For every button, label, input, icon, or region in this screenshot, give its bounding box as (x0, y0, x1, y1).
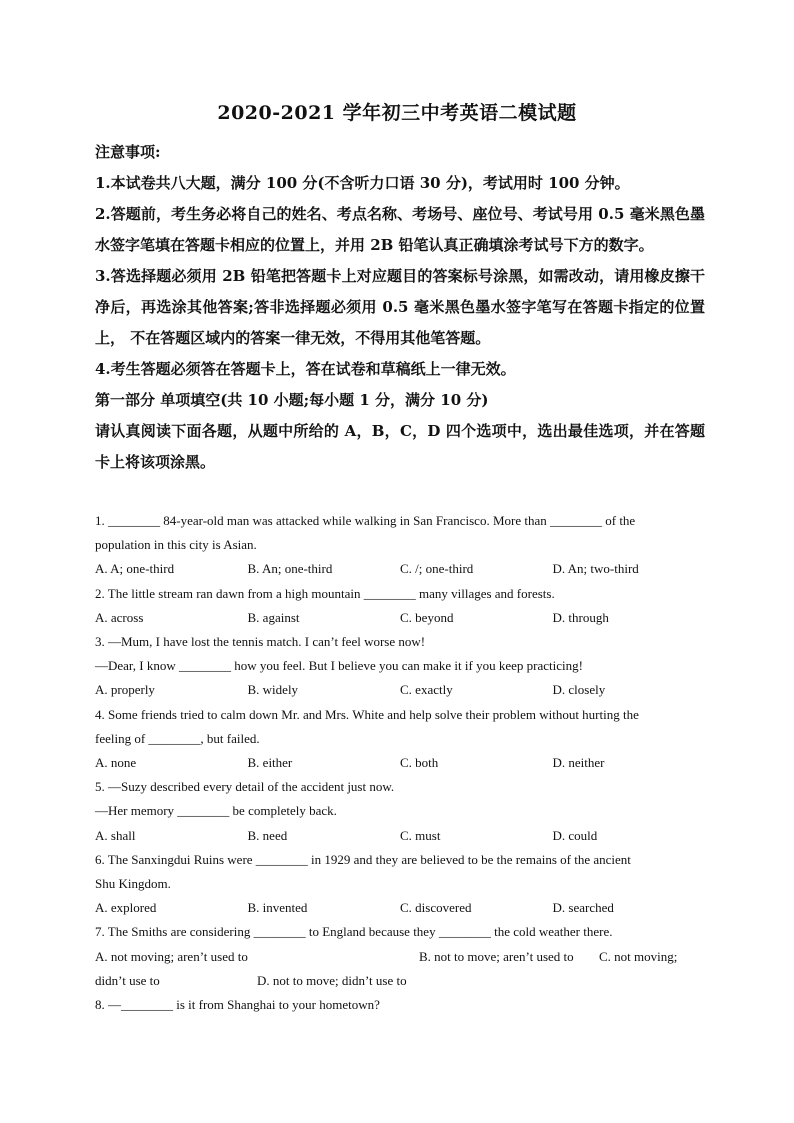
question-7-options-row-2 (95, 969, 705, 993)
question-3-line-1: 3. —Mum, I have lost the tennis match. I can’t feel worse now! (95, 634, 426, 650)
option-a: A. properly (95, 682, 155, 698)
question-3-line-2: —Dear, I know ________ how you feel. But I believe you can make it if you keep practicing! (95, 658, 583, 674)
option-c-continued: didn’t use to (95, 972, 160, 988)
option-d: D. closely (552, 682, 606, 698)
question-5-line-2: —Her memory ________ be completely back. (95, 803, 337, 819)
question-7-options-row-1 (95, 945, 705, 969)
option-a: A. none (95, 755, 137, 771)
question-4-options (95, 751, 705, 775)
question-6-line-2: Shu Kingdom. (95, 876, 171, 892)
option-c: C. must (400, 827, 441, 843)
question-2-line-1: 2. The little stream ran dawn from a high mountain ________ many villages and forests. (95, 585, 555, 601)
option-a: A. not moving; aren’t used to (95, 948, 248, 964)
option-d: D. searched (552, 900, 614, 916)
question-5-line-1: 5. —Suzy described every detail of the accident just now. (95, 779, 395, 795)
option-d: D. through (552, 609, 609, 625)
option-b: B. either (247, 755, 293, 771)
option-b: B. not to move; aren’t used to (419, 948, 574, 964)
question-2-options (95, 606, 705, 630)
option-d: D. could (552, 827, 598, 843)
question-5-options (95, 824, 705, 848)
question-1-line-2: population in this city is Asian. (95, 537, 257, 553)
option-a: A. explored (95, 900, 157, 916)
part-one-instruction: 请认真阅读下面各题，从题中所给的 A，B，C，D 四个选项中，选出最佳选项，并在答题卡上将该项涂黑。 (95, 422, 705, 471)
question-1-line-1: 1. ________ 84-year-old man was attacked while walking in San Francisco. More than ________ of the (95, 513, 636, 528)
option-b: B. widely (247, 682, 299, 698)
question-3-options (95, 678, 705, 702)
option-b: B. need (247, 827, 288, 843)
notes-heading: 注意事项: (95, 143, 161, 161)
instructions-section (95, 137, 705, 478)
question-7-line-1: 7. The Smiths are considering ________ to England because they ________ the cold weather there. (95, 924, 613, 940)
note-1: 1.本试卷共八大题，满分 100 分(不含听力口语 30 分)，考试用时 100 分钟。 (95, 174, 630, 192)
option-a: A. shall (95, 827, 136, 843)
questions-section (95, 509, 705, 1017)
option-b: B. An; one-third (247, 561, 333, 577)
question-6-options (95, 896, 705, 920)
option-b: B. against (247, 609, 300, 625)
option-c: C. exactly (400, 682, 453, 698)
option-a: A. A; one-third (95, 561, 175, 577)
option-c: C. both (400, 755, 439, 771)
option-d: D. neither (552, 755, 605, 771)
option-d: D. not to move; didn’t use to (257, 972, 407, 988)
note-2: 2.答题前，考生务必将自己的姓名、考点名称、考场号、座位号、考试号用 0.5 毫米黑色墨水签字笔填在答题卡相应的位置上，并用 2B 铅笔认真正确填涂考试号下方的数字。 (95, 205, 705, 254)
option-a: A. across (95, 609, 144, 625)
note-3: 3.答选择题必须用 2B 铅笔把答题卡上对应题目的答案标号涂黑，如需改动，请用橡皮擦干净后，再选涂其他答案;答非选择题必须用 0.5 毫米黑色墨水签字笔写在答题卡指定的位置上， 不在答题区域内的答案一律无效，不得用其他笔答题。 (95, 267, 705, 347)
question-4-line-2: feeling of ________, but failed. (95, 730, 260, 746)
option-d: D. An; two-third (552, 561, 639, 577)
part-one-heading: 第一部分 单项填空(共 10 小题;每小题 1 分，满分 10 分) (95, 391, 489, 409)
question-6-line-1: 6. The Sanxingdui Ruins were ________ in 1929 and they are believed to be the remains of the ancient (95, 851, 631, 867)
option-b: B. invented (247, 900, 308, 916)
option-c: C. not moving; (599, 948, 678, 964)
question-1-options (95, 557, 705, 581)
question-8-line-1: 8. —________ is it from Shanghai to your hometown? (95, 997, 380, 1013)
page-title: 2020-2021 学年初三中考英语二模试题 (217, 102, 577, 124)
note-4: 4.考生答题必须答在答题卡上，答在试卷和草稿纸上一律无效。 (95, 360, 516, 378)
option-c: C. beyond (400, 609, 454, 625)
option-c: C. discovered (400, 900, 472, 916)
question-4-line-1: 4. Some friends tried to calm down Mr. and Mrs. White and help solve their problem without hurting the (95, 706, 639, 722)
option-c: C. /; one-third (400, 561, 474, 577)
